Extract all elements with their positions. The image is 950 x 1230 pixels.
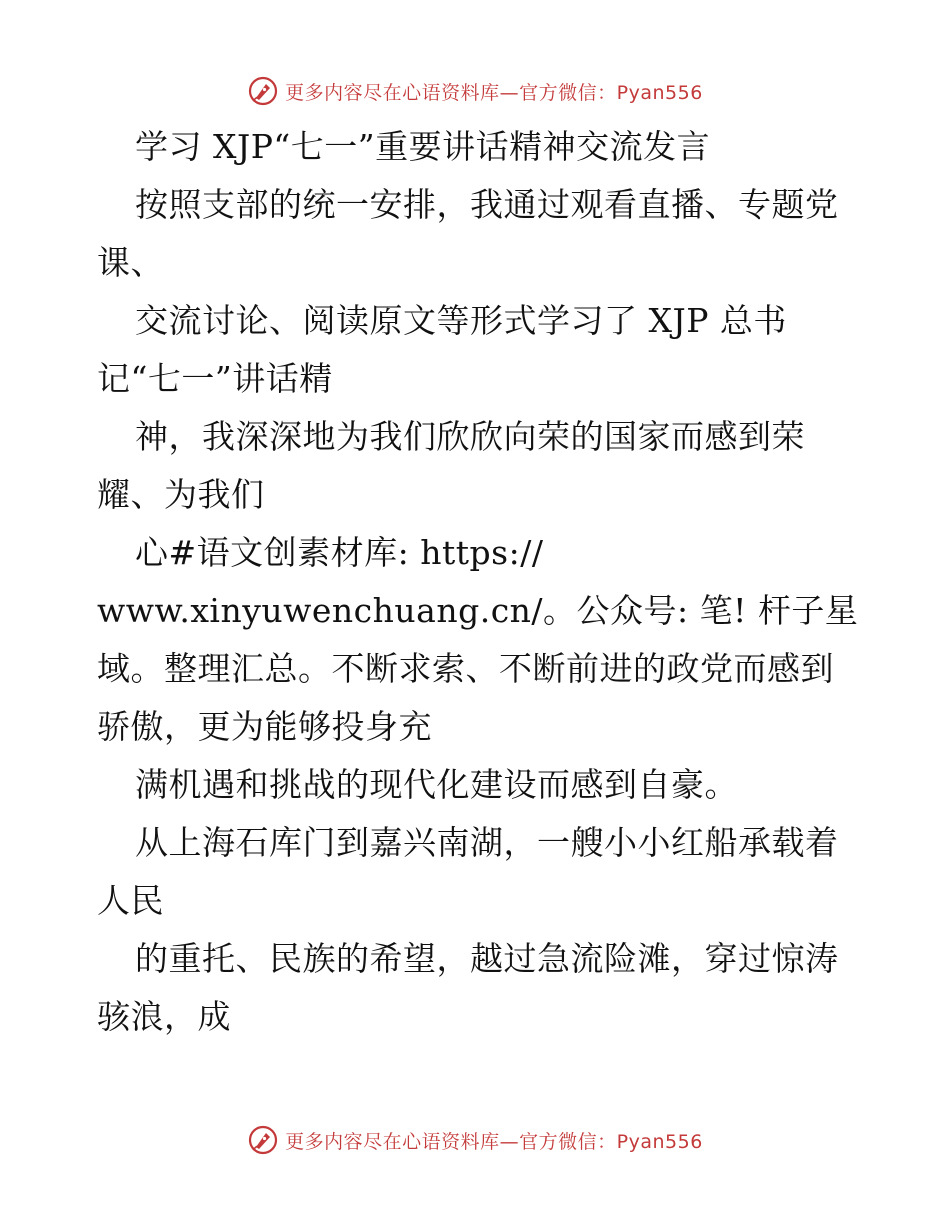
watermark-text: 更多内容尽在心语资料库—官方微信：Pyan556 — [285, 81, 703, 104]
footer-watermark — [0, 1120, 950, 1160]
text-line: 满机遇和挑战的现代化建设而感到自豪。 — [135, 765, 738, 804]
text-line: 骄傲，更为能够投身充 — [97, 707, 432, 746]
text-line: www.xinyuwenchuang.cn/。公众号: 笔! 杆子星 — [97, 591, 859, 630]
text-line: 心#语文创素材库: https:// — [135, 533, 544, 572]
text-line: 的重托、民族的希望，越过急流险滩，穿过惊涛 — [135, 939, 839, 978]
text-line: 骇浪，成 — [97, 997, 231, 1036]
document-body — [97, 118, 857, 1046]
text-line: 从上海石库门到嘉兴南湖，一艘小小红船承载着 — [135, 823, 839, 862]
text-line: 神，我深深地为我们欣欣向荣的国家而感到荣 — [135, 417, 805, 456]
pen-nib-circle-icon — [247, 1124, 279, 1156]
text-line: 耀、为我们 — [97, 475, 265, 514]
text-line: 人民 — [97, 881, 164, 920]
text-line: 交流讨论、阅读原文等形式学习了 XJP 总书 — [135, 301, 787, 340]
text-line: 记“七一”讲话精 — [97, 359, 333, 398]
text-line: 按照支部的统一安排，我通过观看直播、专题党 — [135, 185, 839, 224]
pen-nib-circle-icon — [247, 75, 279, 107]
document-title: 学习 XJP“七一”重要讲话精神交流发言 — [135, 127, 711, 166]
header-watermark — [0, 71, 950, 111]
text-line: 域。整理汇总。不断求索、不断前进的政党而感到 — [97, 649, 834, 688]
text-line: 课、 — [97, 243, 164, 282]
watermark-text: 更多内容尽在心语资料库—官方微信：Pyan556 — [285, 1130, 703, 1153]
